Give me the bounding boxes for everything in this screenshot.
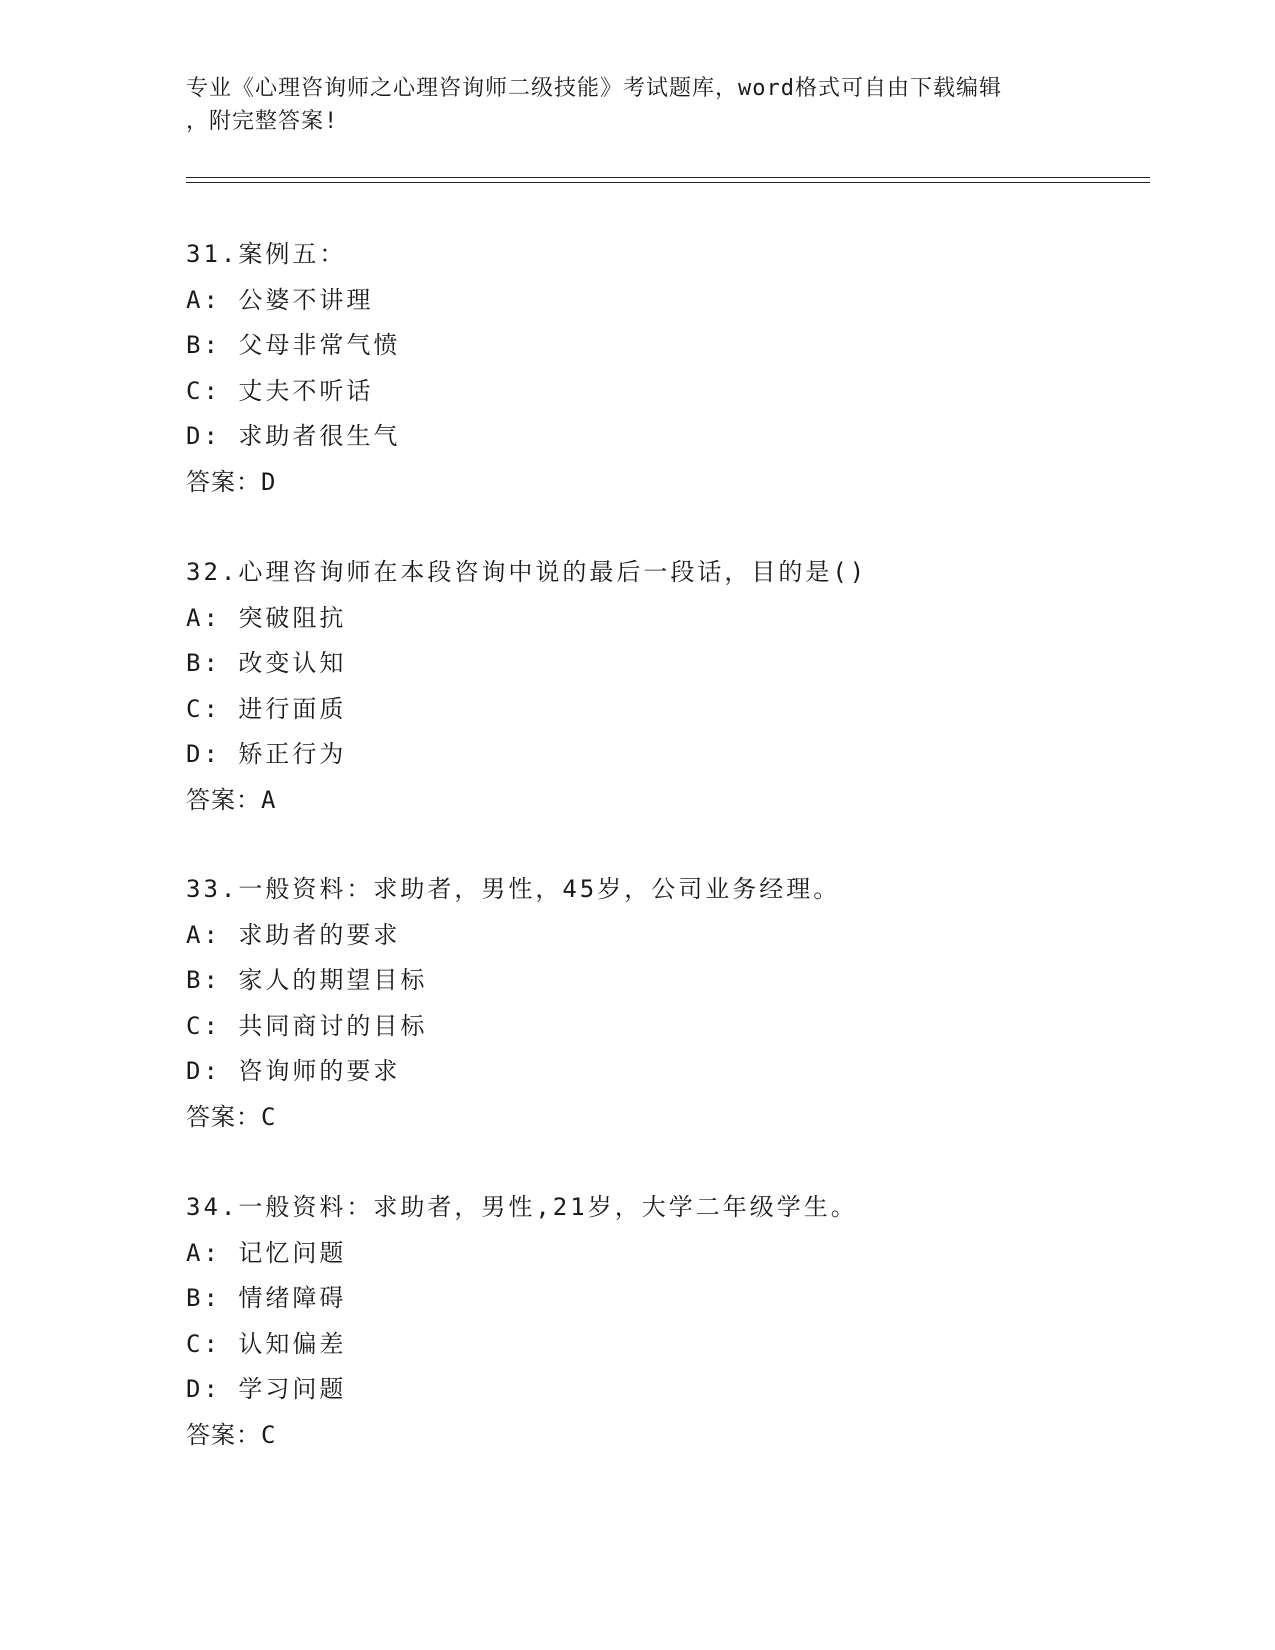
question-stem: 33.一般资料：求助者，男性，45岁，公司业务经理。 <box>186 875 841 903</box>
header-divider-top <box>186 177 1150 178</box>
header-divider-bottom <box>186 182 1150 183</box>
option-a: A: 公婆不讲理 <box>186 285 374 314</box>
answer-value: C <box>261 1102 277 1131</box>
answer-label: 答案： <box>186 1420 261 1449</box>
header-line-1: 专业《心理咨询师之心理咨询师二级技能》考试题库，word格式可自由下载编辑 <box>186 76 1002 101</box>
answer-line <box>186 1095 1146 1141</box>
question-33 <box>186 867 1146 1140</box>
option-c: C: 认知偏差 <box>186 1329 347 1358</box>
option-a: A: 突破阻抗 <box>186 603 347 632</box>
option-d: D: 咨询师的要求 <box>186 1057 401 1085</box>
option-d: D: 矫正行为 <box>186 740 347 768</box>
answer-label: 答案： <box>186 1102 261 1131</box>
question-32 <box>186 550 1146 823</box>
question-stem: 31.案例五： <box>186 240 347 268</box>
question-stem: 34.一般资料：求助者，男性,21岁，大学二年级学生。 <box>186 1193 858 1221</box>
option-b: B: 改变认知 <box>186 649 347 677</box>
answer-value: C <box>261 1420 277 1449</box>
option-c: C: 丈夫不听话 <box>186 376 374 405</box>
answer-line <box>186 778 1146 824</box>
question-34 <box>186 1185 1146 1458</box>
option-b: B: 情绪障碍 <box>186 1284 347 1312</box>
question-stem: 32.心理咨询师在本段咨询中说的最后一段话，目的是() <box>186 558 868 586</box>
option-a: A: 求助者的要求 <box>186 920 401 949</box>
answer-label: 答案： <box>186 785 261 814</box>
document-header <box>186 72 1066 138</box>
answer-line <box>186 1413 1146 1459</box>
option-b: B: 家人的期望目标 <box>186 966 428 994</box>
answer-value: D <box>261 467 277 496</box>
option-d: D: 求助者很生气 <box>186 422 401 450</box>
option-c: C: 进行面质 <box>186 694 347 723</box>
option-a: A: 记忆问题 <box>186 1238 347 1267</box>
option-c: C: 共同商讨的目标 <box>186 1011 428 1040</box>
option-d: D: 学习问题 <box>186 1375 347 1403</box>
question-31 <box>186 232 1146 505</box>
answer-value: A <box>261 785 277 814</box>
header-line-2: ，附完整答案! <box>186 109 339 134</box>
answer-line <box>186 460 1146 506</box>
answer-label: 答案： <box>186 467 261 496</box>
option-b: B: 父母非常气愤 <box>186 331 401 359</box>
